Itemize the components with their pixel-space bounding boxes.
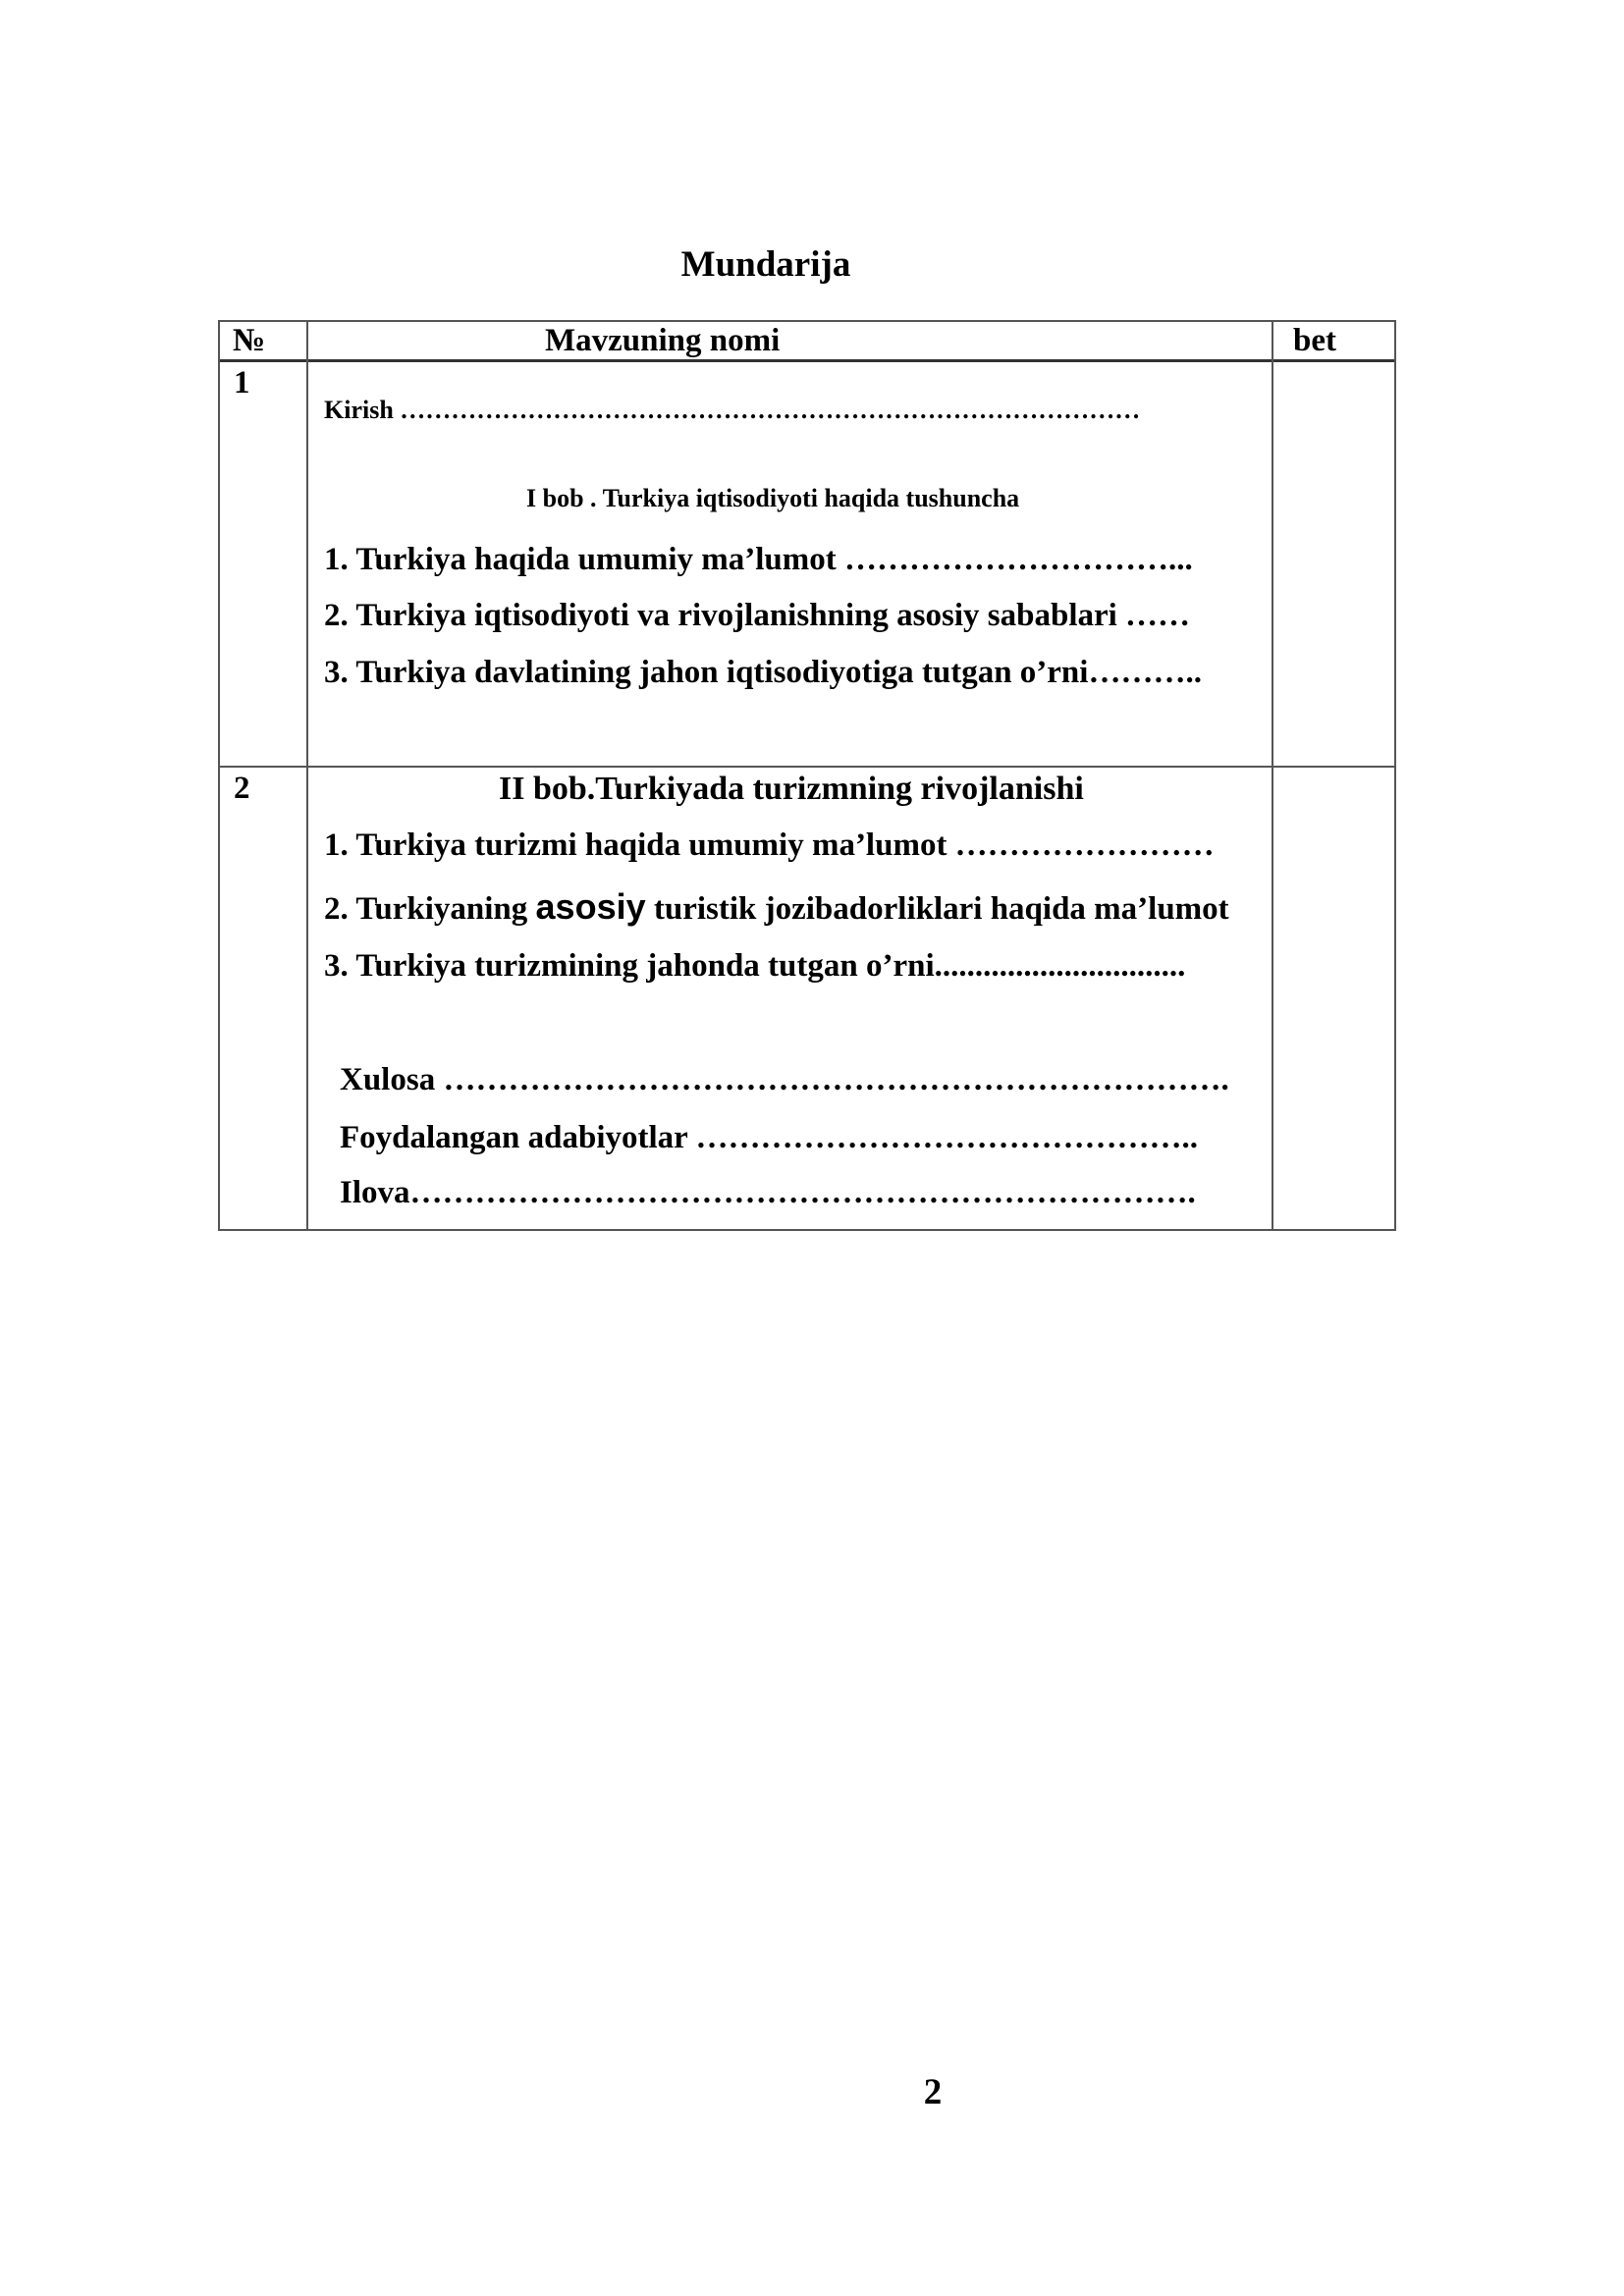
table-bottom-border [218,1229,1396,1231]
column-divider-1 [306,320,308,1231]
toc-entry: 2. Turkiya iqtisodiyoti va rivojlanishning asosiy sabablari …… [324,598,1191,633]
page-title: Mundarija [680,244,851,285]
chapter-1-title: I bob . Turkiya iqtisodiyoti haqida tushuncha [526,484,1020,512]
row-divider [218,766,1396,768]
toc-entry [324,886,1229,928]
toc-entry-emphasis: asosiy [535,886,646,927]
table-left-border [218,320,220,1231]
header-topic-name: Mavzuning nomi [545,323,781,358]
toc-entry: 3. Turkiya turizmining jahonda tutgan o’rni............................... [324,948,1186,984]
toc-entry: 1. Turkiya turizmi haqida umumiy ma’lumot …………………… [324,828,1215,863]
table-top-border [218,320,1396,322]
column-divider-2 [1272,320,1273,1231]
row-number: 2 [234,771,250,806]
toc-entry-intro: Kirish …………………………………………………………………………… [324,396,1141,424]
header-number: № [233,323,266,358]
page-number: 2 [923,2072,943,2112]
header-page: bet [1293,323,1336,358]
toc-entry-prefix: 2. Turkiyaning [324,891,536,927]
toc-entry-suffix: turistik jozibadorliklari haqida ma’lumot [645,891,1229,927]
toc-entry: 3. Turkiya davlatining jahon iqtisodiyotiga tutgan o’rni……….. [324,655,1202,690]
toc-entry-appendix: Ilova………………………………………………………………. [340,1175,1196,1210]
toc-entry-references: Foydalangan adabiyotlar ……………………………………….. [340,1120,1198,1155]
toc-entry: 1. Turkiya haqida umumiy ma’lumot …………………………... [324,542,1193,577]
header-bottom-border [218,359,1396,362]
chapter-2-title: II bob.Turkiyada turizmning rivojlanishi [499,771,1084,807]
table-right-border [1394,320,1396,1231]
row-number: 1 [234,365,250,400]
toc-entry-conclusion: Xulosa ………………………………………………………………. [340,1062,1229,1097]
